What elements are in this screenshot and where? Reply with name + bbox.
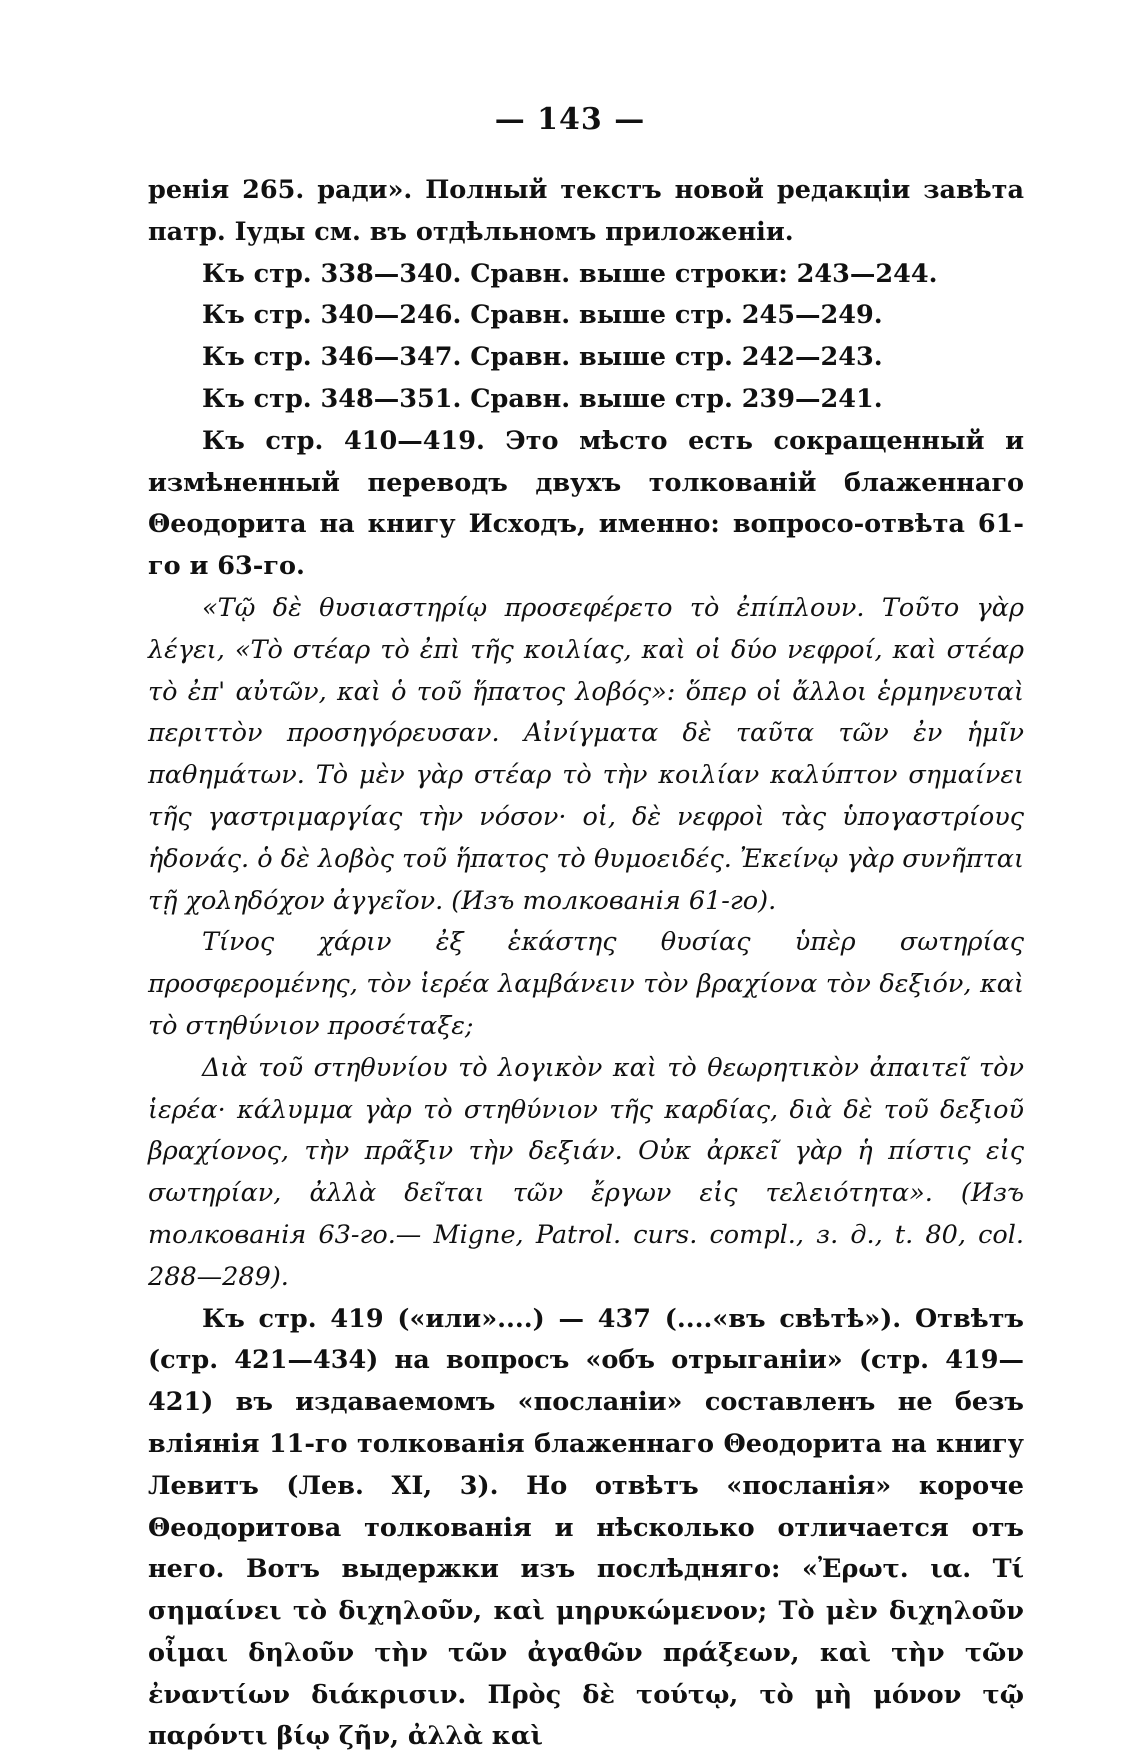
- paragraph-reference-340: Къ стр. 340—246. Сравн. выше стр. 245—249.: [202, 300, 883, 331]
- paragraph-reference-410: Къ стр. 410—419. Это мѣсто есть сокращенный и измѣненный переводъ двухъ толкованій блаженнаго Θеодорита на книгу Исходъ, именно: вопросо-отвѣта 61-го и 63-го.: [148, 425, 1024, 582]
- page-body: [148, 170, 1024, 1758]
- paragraph-greek-quote-61: «Τῷ δὲ θυσιαστηρίῳ προσεφέρετο τὸ ἐπίπλουν. Τοῦτο γὰρ λέγει, «Τὸ στέαρ τὸ ἐπὶ τῆς κοιλίας, καὶ οἱ δύο νεφροί, καὶ στέαρ τὸ ἐπ' αὐτῶν, καὶ ὁ τοῦ ἥπατος λοβός»: ὅπερ οἱ ἄλλοι ἑρμηνευταὶ περιττὸν προσηγόρευσαν. Αἰνίγματα δὲ ταῦτα τῶν ἐν ἡμῖν παθημάτων. Τὸ μὲν γὰρ στέαρ τὸ τὴν κοιλίαν καλύπτον σημαίνει τῆς γαστριμαργίας τὴν νόσον· οἱ, δὲ νεφροὶ τὰς ὑπογαστρίους ἡδονάς. ὁ δὲ λοβὸς τοῦ ἥπατος τὸ θυμοειδές. Ἐκείνῳ γὰρ συνῆπται τῇ χοληδόχον ἀγγεῖον. (Изъ толкованія 61-го).: [148, 592, 1024, 916]
- paragraph-reference-346: Къ стр. 346—347. Сравн. выше стр. 242—243.: [202, 342, 883, 373]
- page-number: — 143 —: [494, 102, 646, 137]
- paragraph-reference-419: Къ стр. 419 («или»....) — 437 (....«въ свѣтѣ»). Отвѣтъ (стр. 421—434) на вопросъ «объ отрыганіи» (стр. 419—421) въ издаваемомъ «посланіи» составленъ не безъ вліянія 11-го толкованія блаженнаго Θеодорита на книгу Левитъ (Лев. XI, 3). Но отвѣтъ «посланія» короче Θеодоритова толкованія и нѣсколько отличается отъ него. Вотъ выдержки изъ послѣдняго: «Ἐρωτ. ια. Τί σημαίνει τὸ διχηλοῦν, καὶ μηρυκώμενον; Τὸ μὲν διχηλοῦν οἶμαι δηλοῦν τὴν τῶν ἀγαθῶν πράξεων, καὶ τὴν τῶν ἐναντίων διάκρισιν. Πρὸς δὲ τούτῳ, τὸ μὴ μόνον τῷ παρόντι βίῳ ζῆν, ἀλλὰ καὶ: [148, 1303, 1024, 1752]
- paragraph-reference-348: Къ стр. 348—351. Сравн. выше стр. 239—241.: [202, 383, 883, 414]
- paragraph-continuation: ренія 265. ради». Полный текстъ новой редакціи завѣта патр. Іуды см. въ отдѣльномъ приложеніи.: [148, 175, 1024, 247]
- paragraph-reference-338: Къ стр. 338—340. Сравн. выше строки: 243—244.: [202, 258, 938, 289]
- paragraph-greek-question-63: Τίνος χάριν ἐξ ἑκάστης θυσίας ὑπὲρ σωτηρίας προσφερομένης, τὸν ἱερέα λαμβάνειν τὸν βραχίονα τὸν δεξιόν, καὶ τὸ στηθύνιον προσέταξε;: [148, 927, 1024, 1041]
- paragraph-greek-answer-63: Διὰ τοῦ στηθυνίου τὸ λογικὸν καὶ τὸ θεωρητικὸν ἀπαιτεῖ τὸν ἱερέα· κάλυμμα γὰρ τὸ στηθύνιον τῆς καρδίας, διὰ δὲ τοῦ δεξιοῦ βραχίονος, τὴν πρᾶξιν τὴν δεξιάν. Οὐκ ἀρκεῖ γὰρ ἡ πίστις εἰς σωτηρίαν, ἀλλὰ δεῖται τῶν ἔργων εἰς τελειότητα». (Изъ толкованія 63-го.— Migne, Patrol. curs. compl., з. д., t. 80, col. 288—289).: [148, 1052, 1024, 1292]
